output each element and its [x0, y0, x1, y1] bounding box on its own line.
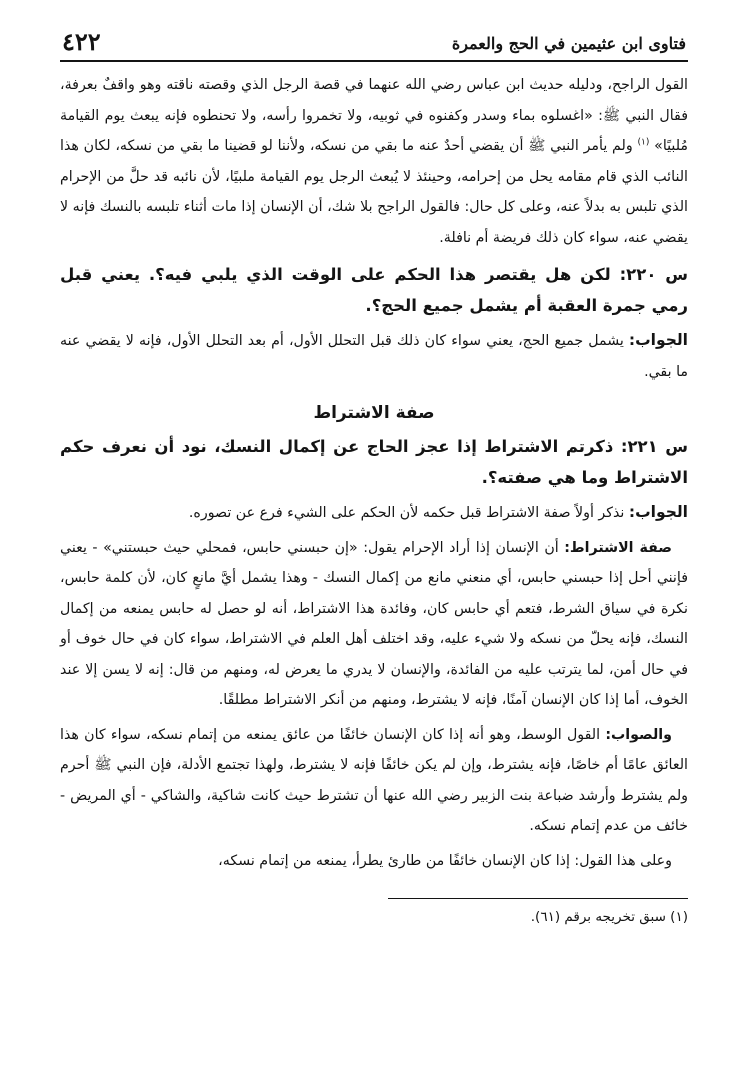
question-220 [60, 259, 688, 321]
question-text: ذكرتم الاشتراط إذا عجز الحاج عن إكمال النسك، نود أن نعرف حكم الاشتراط وما هي صفته؟. [60, 437, 688, 487]
paragraph-correct-view [60, 720, 688, 842]
term-label: والصواب: [605, 726, 672, 743]
answer-221 [60, 497, 688, 529]
question-number: س ٢٢١: [620, 437, 688, 456]
footnote-rule [388, 898, 688, 899]
hadith-text: القول الراجح، ودليله حديث ابن عباس رضي الله عنهما في قصة الرجل الذي وقصته ناقته وهو واقفٌ بعرفة، فقال النبي ﷺ: «اغسلوه بماء وسدر وكفنوه في ثوبيه، ولا تخمروا رأسه، ولا تحنطوه فإنه يبعث يوم القيامة مُلبيًا» [60, 77, 689, 154]
page-number: ٤٢٢ [62, 27, 101, 56]
footnote: (١) سبق تخريجه برقم (٦١). [530, 909, 688, 925]
question-221 [60, 431, 688, 493]
header-rule [60, 60, 688, 62]
answer-text: نذكر أولاً صفة الاشتراط قبل حكمه لأن الحكم على الشيء فرع عن تصوره. [188, 505, 629, 521]
answer-label: الجواب: [628, 503, 688, 521]
term-label: صفة الاشتراط: [564, 539, 672, 556]
paragraph-continuation [60, 70, 688, 253]
answer-220 [60, 325, 688, 387]
section-title: صفة الاشتراط [313, 403, 435, 423]
paragraph-text: ولم يأمر النبي ﷺ أن يقضي أحدٌ عنه ما بقي من نسكه، ولأننا لو قضينا ما بقي من نسكه، لكان هذا النائب الذي قام مقامه يحل من إحرامه، وحينئذ لا يُبعث الرجل يوم القيامة ملبيًا، لأن نائبه قد حلَّ من الإحرام الذي تلبس به بدلاً عنه، وعلى كل حال: فالقول الراجح بلا شك، أن الإنسان إذا مات أثناء تلبسه بالنسك فإنه لا يقضي عنه، سواء كان ذلك فريضة أم نافلة. [60, 138, 688, 246]
question-number: س ٢٢٠: [619, 265, 688, 284]
page-header [60, 22, 688, 56]
paragraph-text: القول الوسط، وهو أنه إذا كان الإنسان خائفًا من عائق يمنعه من إتمام نسكه، سواء كان هذا العائق عامًا أم خاصًا، فإنه يشترط، وإن لم يكن خائفًا فإنه لا يشترط، ولهذا تجتمع الأدلة، فإن النبي ﷺ أحرم ولم يشترط وأرشد ضباعة بنت الزبير رضي الله عنها أن تشترط حيث كانت شاكية، والشاكي - أي المريض - خائف من عدم إتمام نسكه. [60, 726, 688, 834]
book-page [60, 22, 688, 1072]
paragraph-final: وعلى هذا القول: إذا كان الإنسان خائفًا من طارئ يطرأ، يمنعه من إتمام نسكه، [218, 852, 672, 869]
footnote-reference: (١) [637, 137, 650, 148]
paragraph-text: أن الإنسان إذا أراد الإحرام يقول: «إن حبسني حابس، فمحلي حيث حبستني» - يعني فإنني أحل إذا حبسني حابس، أي منعني مانع من إكمال النسك - وهذا يشمل أيَّ مانعٍ كان، لأن كلمة حابس، نكرة في سياق الشرط، فتعم أي حابس كان، وفائدة هذا الاشتراط، أنه لو حصل له حابس يمنعه من إكمال النسك، فإنه يحلّ من نسكه ولا شيء عليه، وقد اختلف أهل العلم في الاشتراط، سواء كان في حال خوف أو في حال أمن، لما يترتب عليه من الفائدة، والإنسان لا يدري ما يعرض له، ومنهم من قال: إنه لا يسن إلا عند الخوف، أما إذا كان الإنسان آمنًا، فإنه لا يشترط، ومنهم من أنكر الاشتراط مطلقًا. [60, 539, 688, 708]
paragraph-definition [60, 533, 688, 716]
question-text: لكن هل يقتصر هذا الحكم على الوقت الذي يلبي فيه؟. يعني قبل رمي جمرة العقبة أم يشمل جميع الحج؟. [60, 265, 688, 315]
running-title: فتاوى ابن عثيمين في الحج والعمرة [451, 34, 686, 53]
answer-label: الجواب: [628, 331, 688, 349]
answer-text: يشمل جميع الحج، يعني سواء كان ذلك قبل التحلل الأول، أم بعد التحلل الأول، فإنه لا يقضي عنه ما بقي. [60, 333, 688, 380]
